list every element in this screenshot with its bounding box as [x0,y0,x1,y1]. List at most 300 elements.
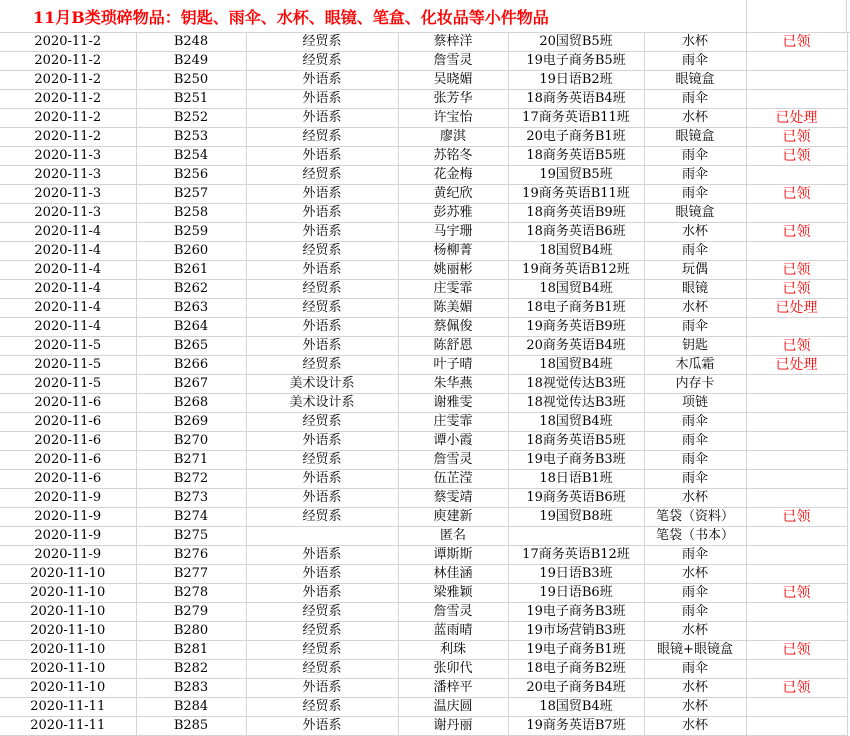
status-cell[interactable]: 已领 [746,280,847,299]
class-cell[interactable]: 18商务英语B5班 [508,432,644,451]
department-cell[interactable]: 经贸系 [246,641,398,660]
item-cell[interactable]: 水杯 [644,299,746,318]
code-cell[interactable]: B284 [136,698,246,717]
name-cell[interactable]: 伍芷滢 [398,470,508,489]
name-cell[interactable]: 许宝怡 [398,109,508,128]
code-cell[interactable]: B261 [136,261,246,280]
class-cell[interactable]: 20商务英语B4班 [508,337,644,356]
name-cell[interactable]: 林佳涵 [398,565,508,584]
status-cell[interactable] [746,565,847,584]
lost-items-table [0,33,848,736]
class-cell[interactable]: 18电子商务B2班 [508,660,644,679]
item-cell[interactable]: 雨伞 [644,470,746,489]
status-cell[interactable]: 已领 [746,641,847,660]
department-cell[interactable]: 外语系 [246,337,398,356]
table-row [0,565,847,584]
code-cell[interactable]: B265 [136,337,246,356]
status-cell[interactable] [746,166,847,185]
table-row [0,394,847,413]
department-cell[interactable]: 经贸系 [246,603,398,622]
department-cell[interactable]: 外语系 [246,223,398,242]
department-cell[interactable]: 经贸系 [246,242,398,261]
item-cell[interactable]: 雨伞 [644,166,746,185]
status-cell[interactable] [746,375,847,394]
item-cell[interactable]: 雨伞 [644,451,746,470]
code-cell[interactable]: B276 [136,546,246,565]
status-cell[interactable]: 已领 [746,128,847,147]
department-cell[interactable]: 经贸系 [246,622,398,641]
title-cell-divider [746,0,747,32]
item-cell[interactable]: 眼镜 [644,280,746,299]
code-cell[interactable]: B266 [136,356,246,375]
status-cell[interactable] [746,489,847,508]
department-cell[interactable]: 外语系 [246,147,398,166]
status-cell[interactable] [746,242,847,261]
table-row [0,299,847,318]
name-cell[interactable]: 杨柳菁 [398,242,508,261]
name-cell[interactable]: 温庆圆 [398,698,508,717]
name-cell[interactable]: 蔡佩俊 [398,318,508,337]
status-cell[interactable]: 已领 [746,584,847,603]
date-cell[interactable]: 2020-11-2 [0,128,136,147]
code-cell[interactable]: B272 [136,470,246,489]
code-cell[interactable]: B278 [136,584,246,603]
item-cell[interactable]: 水杯 [644,489,746,508]
code-cell[interactable]: B252 [136,109,246,128]
code-cell[interactable]: B250 [136,71,246,90]
table-row [0,33,847,52]
item-cell[interactable]: 雨伞 [644,318,746,337]
department-cell[interactable]: 外语系 [246,90,398,109]
date-cell[interactable]: 2020-11-9 [0,508,136,527]
table-row [0,375,847,394]
status-cell[interactable] [746,717,847,736]
class-cell[interactable]: 18电子商务B1班 [508,299,644,318]
item-cell[interactable]: 雨伞 [644,584,746,603]
class-cell[interactable]: 19市场营销B3班 [508,622,644,641]
name-cell[interactable]: 姚丽彬 [398,261,508,280]
code-cell[interactable]: B277 [136,565,246,584]
name-cell[interactable]: 陈舒恩 [398,337,508,356]
date-cell[interactable]: 2020-11-10 [0,641,136,660]
department-cell[interactable]: 经贸系 [246,52,398,71]
class-cell[interactable]: 19商务英语B11班 [508,185,644,204]
class-cell[interactable]: 18国贸B4班 [508,698,644,717]
table-row [0,147,847,166]
date-cell[interactable]: 2020-11-5 [0,337,136,356]
code-cell[interactable]: B258 [136,204,246,223]
status-cell[interactable]: 已处理 [746,109,847,128]
code-cell[interactable]: B264 [136,318,246,337]
class-cell[interactable]: 19商务英语B9班 [508,318,644,337]
date-cell[interactable]: 2020-11-3 [0,185,136,204]
class-cell[interactable]: 19商务英语B12班 [508,261,644,280]
name-cell[interactable]: 朱华燕 [398,375,508,394]
department-cell[interactable]: 外语系 [246,489,398,508]
date-cell[interactable]: 2020-11-2 [0,109,136,128]
table-row [0,185,847,204]
table-row [0,698,847,717]
date-cell[interactable]: 2020-11-2 [0,33,136,52]
item-cell[interactable]: 雨伞 [644,432,746,451]
item-cell[interactable]: 水杯 [644,565,746,584]
item-cell[interactable]: 眼镜盒 [644,204,746,223]
status-cell[interactable] [746,90,847,109]
date-cell[interactable]: 2020-11-6 [0,413,136,432]
date-cell[interactable]: 2020-11-9 [0,546,136,565]
name-cell[interactable]: 彭苏雅 [398,204,508,223]
item-cell[interactable]: 雨伞 [644,603,746,622]
table-row [0,242,847,261]
table-row [0,261,847,280]
name-cell[interactable]: 詹雪灵 [398,52,508,71]
date-cell[interactable]: 2020-11-4 [0,280,136,299]
department-cell[interactable]: 外语系 [246,565,398,584]
item-cell[interactable]: 水杯 [644,109,746,128]
class-cell[interactable]: 20电子商务B1班 [508,128,644,147]
date-cell[interactable]: 2020-11-10 [0,660,136,679]
class-cell[interactable]: 19日语B6班 [508,584,644,603]
name-cell[interactable]: 詹雪灵 [398,451,508,470]
status-cell[interactable] [746,622,847,641]
item-cell[interactable]: 雨伞 [644,147,746,166]
table-row [0,128,847,147]
title-cell-divider [846,0,847,32]
table-row [0,90,847,109]
table-row [0,280,847,299]
item-cell[interactable]: 水杯 [644,698,746,717]
item-cell[interactable]: 笔袋（书本） [644,527,746,546]
class-cell[interactable]: 18国贸B4班 [508,356,644,375]
name-cell[interactable]: 匿名 [398,527,508,546]
table-row [0,337,847,356]
item-cell[interactable]: 雨伞 [644,242,746,261]
table-row [0,432,847,451]
code-cell[interactable]: B280 [136,622,246,641]
status-cell[interactable]: 已领 [746,679,847,698]
date-cell[interactable]: 2020-11-3 [0,166,136,185]
status-cell[interactable] [746,603,847,622]
class-cell[interactable]: 19日语B2班 [508,71,644,90]
class-cell[interactable]: 19电子商务B1班 [508,641,644,660]
sheet-title[interactable]: 11月B类琐碎物品：钥匙、雨伞、水杯、眼镜、笔盒、化妆品等小件物品 [33,8,549,27]
status-cell[interactable]: 已领 [746,337,847,356]
name-cell[interactable]: 黄纪欣 [398,185,508,204]
name-cell[interactable]: 张卯代 [398,660,508,679]
department-cell[interactable]: 外语系 [246,470,398,489]
department-cell[interactable]: 外语系 [246,584,398,603]
item-cell[interactable]: 水杯 [644,223,746,242]
date-cell[interactable]: 2020-11-10 [0,622,136,641]
status-cell[interactable] [746,318,847,337]
item-cell[interactable]: 笔袋（资料） [644,508,746,527]
item-cell[interactable]: 雨伞 [644,90,746,109]
name-cell[interactable]: 庄雯霏 [398,413,508,432]
status-cell[interactable] [746,52,847,71]
code-cell[interactable]: B263 [136,299,246,318]
date-cell[interactable]: 2020-11-6 [0,394,136,413]
name-cell[interactable]: 陈美媚 [398,299,508,318]
item-cell[interactable]: 雨伞 [644,546,746,565]
table-row [0,223,847,242]
status-cell[interactable]: 已领 [746,261,847,280]
department-cell[interactable]: 外语系 [246,717,398,736]
department-cell[interactable]: 经贸系 [246,508,398,527]
title-row [0,0,850,33]
name-cell[interactable]: 苏铭冬 [398,147,508,166]
name-cell[interactable]: 叶子晴 [398,356,508,375]
item-cell[interactable]: 眼镜+眼镜盒 [644,641,746,660]
item-cell[interactable]: 雨伞 [644,660,746,679]
table-row [0,356,847,375]
class-cell[interactable]: 19电子商务B5班 [508,52,644,71]
table-row [0,717,847,736]
class-cell[interactable]: 19电子商务B3班 [508,451,644,470]
class-cell[interactable]: 19国贸B5班 [508,166,644,185]
code-cell[interactable]: B279 [136,603,246,622]
department-cell[interactable]: 经贸系 [246,660,398,679]
code-cell[interactable]: B262 [136,280,246,299]
department-cell[interactable] [246,527,398,546]
department-cell[interactable]: 外语系 [246,432,398,451]
name-cell[interactable]: 花金梅 [398,166,508,185]
date-cell[interactable]: 2020-11-4 [0,242,136,261]
table-row [0,71,847,90]
code-cell[interactable]: B249 [136,52,246,71]
table-row [0,622,847,641]
code-cell[interactable]: B285 [136,717,246,736]
code-cell[interactable]: B281 [136,641,246,660]
table-body [0,33,847,736]
status-cell[interactable]: 已领 [746,33,847,52]
code-cell[interactable]: B271 [136,451,246,470]
table-row [0,584,847,603]
code-cell[interactable]: B275 [136,527,246,546]
name-cell[interactable]: 廖淇 [398,128,508,147]
class-cell[interactable]: 18商务英语B4班 [508,90,644,109]
department-cell[interactable]: 经贸系 [246,33,398,52]
status-cell[interactable] [746,204,847,223]
name-cell[interactable]: 利珠 [398,641,508,660]
name-cell[interactable]: 蓝雨晴 [398,622,508,641]
date-cell[interactable]: 2020-11-3 [0,204,136,223]
name-cell[interactable]: 谭斯斯 [398,546,508,565]
status-cell[interactable] [746,660,847,679]
code-cell[interactable]: B269 [136,413,246,432]
date-cell[interactable]: 2020-11-10 [0,565,136,584]
table-row [0,318,847,337]
status-cell[interactable] [746,394,847,413]
department-cell[interactable]: 美术设计系 [246,375,398,394]
class-cell[interactable]: 19商务英语B6班 [508,489,644,508]
department-cell[interactable]: 外语系 [246,109,398,128]
status-cell[interactable] [746,432,847,451]
date-cell[interactable]: 2020-11-5 [0,356,136,375]
department-cell[interactable]: 经贸系 [246,413,398,432]
date-cell[interactable]: 2020-11-6 [0,432,136,451]
date-cell[interactable]: 2020-11-4 [0,223,136,242]
class-cell[interactable]: 18国贸B4班 [508,413,644,432]
class-cell[interactable]: 18商务英语B9班 [508,204,644,223]
item-cell[interactable]: 雨伞 [644,185,746,204]
status-cell[interactable] [746,546,847,565]
name-cell[interactable]: 蔡雯靖 [398,489,508,508]
date-cell[interactable]: 2020-11-10 [0,584,136,603]
department-cell[interactable]: 外语系 [246,185,398,204]
department-cell[interactable]: 经贸系 [246,280,398,299]
code-cell[interactable]: B270 [136,432,246,451]
table-row [0,413,847,432]
name-cell[interactable]: 詹雪灵 [398,603,508,622]
item-cell[interactable]: 水杯 [644,679,746,698]
name-cell[interactable]: 谢雅雯 [398,394,508,413]
date-cell[interactable]: 2020-11-6 [0,451,136,470]
date-cell[interactable]: 2020-11-2 [0,90,136,109]
status-cell[interactable] [746,413,847,432]
date-cell[interactable]: 2020-11-9 [0,527,136,546]
date-cell[interactable]: 2020-11-2 [0,71,136,90]
item-cell[interactable]: 雨伞 [644,52,746,71]
table-row [0,109,847,128]
item-cell[interactable]: 眼镜盒 [644,71,746,90]
table-row [0,52,847,71]
class-cell[interactable]: 19国贸B8班 [508,508,644,527]
department-cell[interactable]: 经贸系 [246,166,398,185]
class-cell[interactable]: 17商务英语B11班 [508,109,644,128]
status-cell[interactable]: 已领 [746,223,847,242]
table-row [0,489,847,508]
code-cell[interactable]: B253 [136,128,246,147]
department-cell[interactable]: 外语系 [246,679,398,698]
class-cell[interactable]: 18视觉传达B3班 [508,375,644,394]
class-cell[interactable]: 19日语B3班 [508,565,644,584]
status-cell[interactable]: 已领 [746,508,847,527]
item-cell[interactable]: 水杯 [644,622,746,641]
table-row [0,660,847,679]
class-cell[interactable]: 20国贸B5班 [508,33,644,52]
class-cell[interactable]: 18商务英语B6班 [508,223,644,242]
department-cell[interactable]: 经贸系 [246,299,398,318]
status-cell[interactable]: 已处理 [746,356,847,375]
department-cell[interactable]: 外语系 [246,261,398,280]
name-cell[interactable]: 吴晓媚 [398,71,508,90]
name-cell[interactable]: 马宇珊 [398,223,508,242]
department-cell[interactable]: 经贸系 [246,356,398,375]
date-cell[interactable]: 2020-11-4 [0,299,136,318]
department-cell[interactable]: 外语系 [246,71,398,90]
class-cell[interactable]: 18商务英语B5班 [508,147,644,166]
department-cell[interactable]: 外语系 [246,204,398,223]
status-cell[interactable] [746,451,847,470]
table-row [0,166,847,185]
date-cell[interactable]: 2020-11-4 [0,261,136,280]
status-cell[interactable]: 已领 [746,185,847,204]
name-cell[interactable]: 庄雯霏 [398,280,508,299]
code-cell[interactable]: B254 [136,147,246,166]
item-cell[interactable]: 水杯 [644,717,746,736]
item-cell[interactable]: 木瓜霜 [644,356,746,375]
class-cell[interactable]: 18视觉传达B3班 [508,394,644,413]
date-cell[interactable]: 2020-11-2 [0,52,136,71]
date-cell[interactable]: 2020-11-11 [0,717,136,736]
table-row [0,204,847,223]
date-cell[interactable]: 2020-11-9 [0,489,136,508]
department-cell[interactable]: 外语系 [246,318,398,337]
name-cell[interactable]: 蔡梓洋 [398,33,508,52]
class-cell[interactable]: 18日语B1班 [508,470,644,489]
name-cell[interactable]: 张芳华 [398,90,508,109]
date-cell[interactable]: 2020-11-3 [0,147,136,166]
date-cell[interactable]: 2020-11-11 [0,698,136,717]
class-cell[interactable]: 20电子商务B4班 [508,679,644,698]
name-cell[interactable]: 谭小霞 [398,432,508,451]
code-cell[interactable]: B251 [136,90,246,109]
name-cell[interactable]: 梁雅颖 [398,584,508,603]
table-row [0,679,847,698]
code-cell[interactable]: B248 [136,33,246,52]
status-cell[interactable] [746,470,847,489]
department-cell[interactable]: 美术设计系 [246,394,398,413]
table-row [0,451,847,470]
code-cell[interactable]: B267 [136,375,246,394]
table-row [0,527,847,546]
class-cell[interactable]: 17商务英语B12班 [508,546,644,565]
department-cell[interactable]: 经贸系 [246,128,398,147]
date-cell[interactable]: 2020-11-4 [0,318,136,337]
name-cell[interactable]: 潘梓平 [398,679,508,698]
name-cell[interactable]: 庾建新 [398,508,508,527]
code-cell[interactable]: B259 [136,223,246,242]
class-cell[interactable]: 18国贸B4班 [508,280,644,299]
table-row [0,603,847,622]
item-cell[interactable]: 内存卡 [644,375,746,394]
code-cell[interactable]: B283 [136,679,246,698]
class-cell[interactable]: 19商务英语B7班 [508,717,644,736]
class-cell[interactable] [508,527,644,546]
date-cell[interactable]: 2020-11-6 [0,470,136,489]
status-cell[interactable]: 已处理 [746,299,847,318]
date-cell[interactable]: 2020-11-5 [0,375,136,394]
code-cell[interactable]: B256 [136,166,246,185]
code-cell[interactable]: B260 [136,242,246,261]
status-cell[interactable] [746,71,847,90]
code-cell[interactable]: B268 [136,394,246,413]
item-cell[interactable]: 钥匙 [644,337,746,356]
class-cell[interactable]: 19电子商务B3班 [508,603,644,622]
table-row [0,508,847,527]
department-cell[interactable]: 经贸系 [246,451,398,470]
status-cell[interactable] [746,527,847,546]
item-cell[interactable]: 眼镜盒 [644,128,746,147]
item-cell[interactable]: 项链 [644,394,746,413]
code-cell[interactable]: B273 [136,489,246,508]
department-cell[interactable]: 经贸系 [246,698,398,717]
table-row [0,470,847,489]
code-cell[interactable]: B257 [136,185,246,204]
name-cell[interactable]: 谢丹丽 [398,717,508,736]
code-cell[interactable]: B274 [136,508,246,527]
code-cell[interactable]: B282 [136,660,246,679]
item-cell[interactable]: 雨伞 [644,413,746,432]
date-cell[interactable]: 2020-11-10 [0,679,136,698]
status-cell[interactable] [746,698,847,717]
item-cell[interactable]: 水杯 [644,33,746,52]
date-cell[interactable]: 2020-11-10 [0,603,136,622]
status-cell[interactable]: 已领 [746,147,847,166]
department-cell[interactable]: 外语系 [246,546,398,565]
item-cell[interactable]: 玩偶 [644,261,746,280]
class-cell[interactable]: 18国贸B4班 [508,242,644,261]
